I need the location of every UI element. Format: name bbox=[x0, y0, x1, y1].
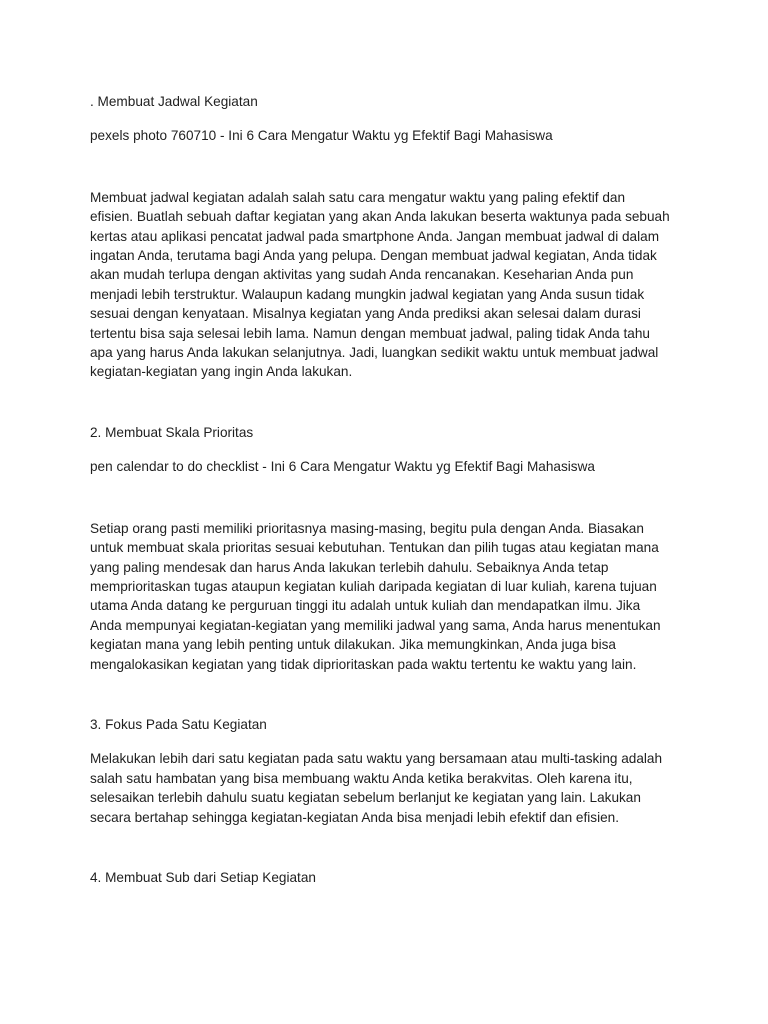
paragraph-line: kertas atau aplikasi pencatat jadwal pada smartphone Anda. Jangan membuat jadwal di dalam bbox=[90, 228, 660, 244]
paragraph-line: Anda mempunyai kegiatan-kegiatan yang memiliki jadwal yang sama, Anda harus menentukan bbox=[90, 617, 661, 633]
section-2-paragraph bbox=[90, 519, 680, 674]
paragraph-line: ingatan Anda, terutama bagi Anda yang pelupa. Dengan membuat jadwal kegiatan, Anda tidak bbox=[90, 248, 657, 264]
paragraph-line: salah satu hambatan yang bisa membuang waktu Anda ketika berakvitas. Oleh karena itu, bbox=[90, 770, 633, 786]
paragraph-line: akan mudah terlupa dengan aktivitas yang sudah Anda rencanakan. Keseharian Anda pun bbox=[90, 267, 634, 283]
paragraph-line: kegiatan mana yang lebih penting untuk dilakukan. Jika memungkinkan, Anda juga bisa bbox=[90, 637, 616, 653]
paragraph-line: memprioritaskan tugas ataupun kegiatan kuliah daripada kegiatan di luar kuliah, karena tujuan bbox=[90, 578, 657, 594]
section-3-paragraph bbox=[90, 749, 680, 827]
document-body bbox=[90, 92, 680, 887]
paragraph-line: kegiatan-kegiatan yang ingin Anda lakukan. bbox=[90, 364, 353, 380]
paragraph-line: efisien. Buatlah sebuah daftar kegiatan yang akan Anda lakukan beserta waktunya pada sebuah bbox=[90, 209, 670, 225]
paragraph-line: utama Anda datang ke perguruan tinggi itu adalah untuk kuliah dan mendapatkan ilmu. Jika bbox=[90, 598, 641, 614]
paragraph-line: yang paling mendesak dan harus Anda lakukan terlebih dahulu. Sebaiknya Anda tetap bbox=[90, 559, 609, 575]
section-3-heading: 3. Fokus Pada Satu Kegiatan bbox=[90, 716, 267, 732]
paragraph-line: secara bertahap sehingga kegiatan-kegiatan Anda bisa menjadi lebih efektif dan efisien. bbox=[90, 809, 620, 825]
section-1-image-caption: pexels photo 760710 - Ini 6 Cara Mengatur Waktu yg Efektif Bagi Mahasiswa bbox=[90, 128, 553, 144]
paragraph-line: Setiap orang pasti memiliki prioritasnya masing-masing, begitu pula dengan Anda. Biasakan bbox=[90, 520, 644, 536]
section-1-heading: . Membuat Jadwal Kegiatan bbox=[90, 94, 258, 109]
paragraph-line: selesaikan terlebih dahulu suatu kegiatan sebelum berlanjut ke kegiatan yang lain. Lakukan bbox=[90, 790, 641, 806]
section-1-paragraph bbox=[90, 188, 680, 382]
paragraph-line: tertentu bisa saja selesai lebih lama. Namun dengan membuat jadwal, paling tidak Anda tahu bbox=[90, 325, 650, 341]
section-4-heading: 4. Membuat Sub dari Setiap Kegiatan bbox=[90, 869, 316, 885]
paragraph-line: mengalokasikan kegiatan yang tidak diprioritaskan pada waktu tertentu ke waktu yang lain. bbox=[90, 656, 637, 672]
section-2-image-caption: pen calendar to do checklist - Ini 6 Cara Mengatur Waktu yg Efektif Bagi Mahasiswa bbox=[90, 459, 595, 475]
section-2-heading: 2. Membuat Skala Prioritas bbox=[90, 424, 254, 440]
paragraph-line: Membuat jadwal kegiatan adalah salah satu cara mengatur waktu yang paling efektif dan bbox=[90, 189, 626, 205]
paragraph-line: menjadi lebih terstruktur. Walaupun kadang mungkin jadwal kegiatan yang Anda susun tidak bbox=[90, 286, 645, 302]
paragraph-line: sesuai dengan kenyataan. Misalnya kegiatan yang Anda prediksi akan selesai dalam durasi bbox=[90, 306, 641, 322]
paragraph-line: untuk membuat skala prioritas sesuai kebutuhan. Tentukan dan pilih tugas atau kegiatan mana bbox=[90, 540, 659, 556]
paragraph-line: Melakukan lebih dari satu kegiatan pada satu waktu yang bersamaan atau multi-tasking adalah bbox=[90, 751, 663, 767]
paragraph-line: apa yang harus Anda lakukan selanjutnya. Jadi, luangkan sedikit waktu untuk membuat jadwal bbox=[90, 345, 659, 361]
